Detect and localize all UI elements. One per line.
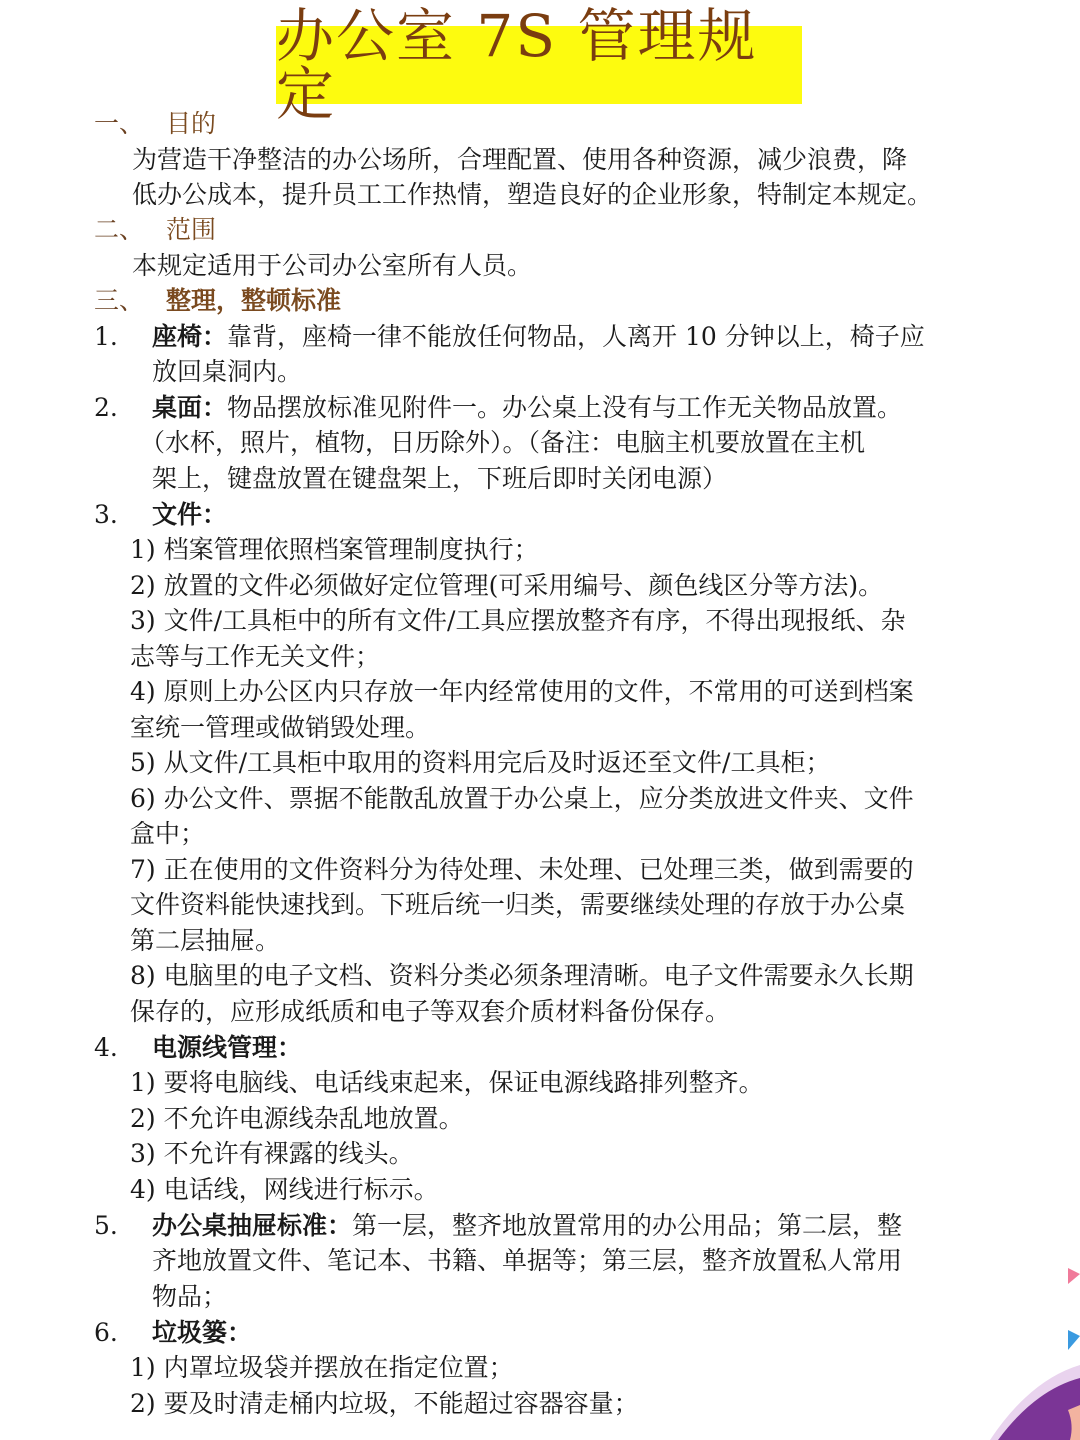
item-text: 齐地放置文件、笔记本、书籍、单据等；第三层，整齐放置私人常用 bbox=[152, 1246, 903, 1275]
list-item bbox=[152, 391, 902, 425]
sub-item: 1) 档案管理依照档案管理制度执行； bbox=[130, 535, 539, 564]
item-number: 3. bbox=[94, 500, 118, 529]
item-number: 5. bbox=[94, 1211, 118, 1240]
item-text: 靠背，座椅一律不能放任何物品，人离开 10 分钟以上，椅子应 bbox=[227, 322, 925, 351]
sub-item: 文件资料能快速找到。下班后统一归类，需要继续处理的存放于办公桌 bbox=[130, 890, 906, 919]
item-label: 电源线管理： bbox=[152, 1033, 303, 1062]
section-heading: 整理，整顿标准 bbox=[166, 286, 342, 315]
item-label: 桌面： bbox=[152, 393, 228, 422]
list-item bbox=[152, 1209, 902, 1243]
section-heading: 范围 bbox=[166, 215, 217, 244]
list-item bbox=[152, 320, 925, 354]
section-number: 一、 bbox=[94, 109, 145, 138]
decorative-illustration bbox=[990, 1240, 1080, 1440]
title-banner bbox=[276, 2, 802, 128]
sub-item: 2) 要及时清走桶内垃圾，不能超过容器容量； bbox=[130, 1389, 639, 1418]
paragraph-line: 本规定适用于公司办公室所有人员。 bbox=[132, 251, 533, 280]
sub-item: 1) 内罩垃圾袋并摆放在指定位置； bbox=[130, 1353, 514, 1382]
item-text: 放回桌洞内。 bbox=[152, 357, 303, 386]
item-label: 垃圾篓： bbox=[152, 1318, 253, 1347]
sub-item: 2) 不允许电源线杂乱地放置。 bbox=[130, 1104, 464, 1133]
page-title: 办公室 7S 管理规定 bbox=[276, 2, 758, 128]
sub-item: 4) 原则上办公区内只存放一年内经常使用的文件，不常用的可送到档案 bbox=[130, 677, 914, 706]
sub-item: 志等与工作无关文件； bbox=[130, 642, 381, 671]
item-number: 6. bbox=[94, 1318, 118, 1347]
sub-item: 1) 要将电脑线、电话线束起来，保证电源线路排列整齐。 bbox=[130, 1068, 764, 1097]
item-text: （水杯，照片，植物，日历除外）。（备注：电脑主机要放置在主机 bbox=[140, 428, 866, 457]
paragraph-line: 低办公成本，提升员工工作热情，塑造良好的企业形象，特制定本规定。 bbox=[132, 180, 933, 209]
item-text: 第一层，整齐地放置常用的办公用品；第二层，整 bbox=[352, 1211, 903, 1240]
paragraph-line: 为营造干净整洁的办公场所，合理配置、使用各种资源，减少浪费，降 bbox=[132, 145, 908, 174]
sub-item: 4) 电话线，网线进行标示。 bbox=[130, 1175, 439, 1204]
item-text: 架上，键盘放置在键盘架上，下班后即时关闭电源） bbox=[152, 464, 728, 493]
sub-item: 3) 不允许有裸露的线头。 bbox=[130, 1139, 414, 1168]
sub-item: 8) 电脑里的电子文档、资料分类必须条理清晰。电子文件需要永久长期 bbox=[130, 961, 914, 990]
item-number: 4. bbox=[94, 1033, 118, 1062]
item-text: 物品摆放标准见附件一。办公桌上没有与工作无关物品放置。 bbox=[227, 393, 903, 422]
sub-item: 室统一管理或做销毁处理。 bbox=[130, 713, 431, 742]
sub-item: 2) 放置的文件必须做好定位管理(可采用编号、颜色线区分等方法)。 bbox=[130, 571, 884, 600]
sub-item: 3) 文件/工具柜中的所有文件/工具应摆放整齐有序，不得出现报纸、杂 bbox=[130, 606, 906, 635]
sub-item: 盒中； bbox=[130, 819, 206, 848]
section-heading: 目的 bbox=[166, 109, 217, 138]
sub-item: 6) 办公文件、票据不能散乱放置于办公桌上，应分类放进文件夹、文件 bbox=[130, 784, 914, 813]
item-label: 文件： bbox=[152, 500, 228, 529]
sub-item: 7) 正在使用的文件资料分为待处理、未处理、已处理三类，做到需要的 bbox=[130, 855, 914, 884]
item-label: 办公桌抽屉标准： bbox=[152, 1211, 353, 1240]
item-text: 物品； bbox=[152, 1282, 228, 1311]
section-number: 二、 bbox=[94, 215, 145, 244]
confetti-icon bbox=[990, 1240, 1080, 1440]
sub-item: 5) 从文件/工具柜中取用的资料用完后及时返还至文件/工具柜； bbox=[130, 748, 831, 777]
sub-item: 保存的，应形成纸质和电子等双套介质材料备份保存。 bbox=[130, 997, 731, 1026]
section-number: 三、 bbox=[94, 286, 145, 315]
item-number: 1. bbox=[94, 322, 118, 351]
item-label: 座椅： bbox=[152, 322, 228, 351]
item-number: 2. bbox=[94, 393, 118, 422]
sub-item: 第二层抽屉。 bbox=[130, 926, 281, 955]
